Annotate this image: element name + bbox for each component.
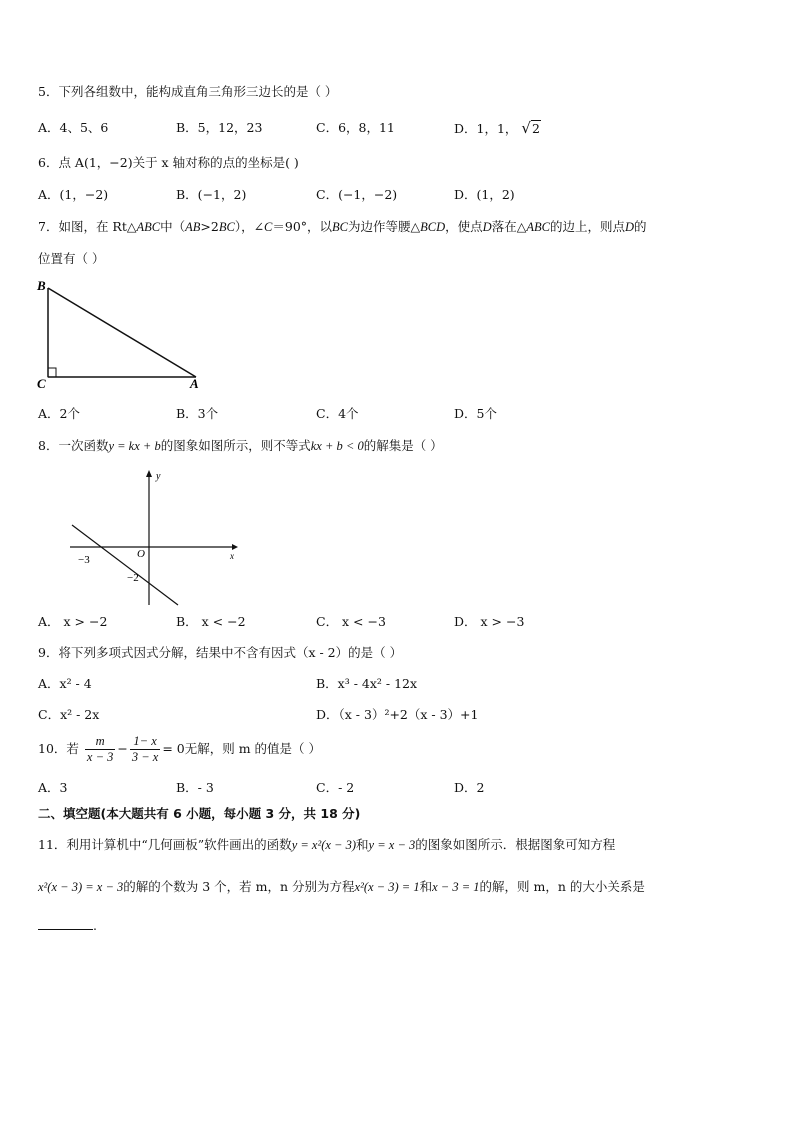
q9-option-c: C．x² - 2x — [38, 707, 100, 722]
q5-option-b: B．5，12，23 — [176, 120, 263, 135]
answer-blank[interactable] — [38, 917, 93, 930]
q11-function-2: y = x − 3 — [368, 838, 416, 852]
vertex-label-c: C — [37, 376, 46, 391]
y-axis-arrow — [146, 470, 152, 477]
q11-answer-line — [38, 917, 97, 934]
q8-graph-figure — [60, 465, 250, 610]
q7-text: 中（ — [160, 219, 186, 234]
q11-line2 — [38, 879, 645, 895]
q11-equation-1: x²(x − 3) = x − 3 — [38, 880, 124, 894]
fraction-2-denominator: 3 − x — [131, 750, 159, 764]
q7-option-a: A．2个 — [38, 406, 80, 421]
q10-option-d: D．2 — [454, 780, 485, 795]
fraction-2-numerator: 1− x — [130, 734, 160, 750]
q11-equation-3: x − 3 = 1 — [432, 880, 480, 894]
q9-option-d: D．（x - 3）²+2（x - 3）+1 — [316, 707, 479, 722]
q10-text: 10．若 — [38, 741, 79, 756]
q11-line1 — [38, 837, 615, 853]
right-angle-mark — [48, 368, 56, 377]
q11-text: 和 — [419, 879, 433, 894]
q7-option-d: D．5个 — [454, 406, 497, 421]
y-intercept-label: −2 — [127, 572, 139, 584]
q6-option-d: D．(1，2) — [454, 187, 515, 202]
q10-stem — [38, 734, 321, 765]
q7-var: BC — [332, 220, 349, 234]
q7-var: ABC — [526, 220, 550, 234]
q11-function-1: y = x²(x − 3) — [291, 838, 357, 852]
q7-text: ＝90°，以 — [272, 219, 333, 234]
fraction-2 — [130, 734, 160, 765]
q11-text: 和 — [356, 837, 369, 852]
q7-text: 的边上，则点 — [549, 219, 625, 234]
sqrt-symbol: √ — [521, 119, 531, 137]
q11-text: 的图象如图所示．根据图象可知方程 — [415, 837, 616, 852]
q8-text: 的图象如图所示，则不等式 — [160, 438, 311, 453]
q7-text: ，使点 — [445, 219, 483, 234]
q11-text: 的解的个数为 3 个，若 m，n 分别为方程 — [123, 879, 355, 894]
minus-sign: − — [117, 741, 128, 756]
x-intercept-label: −3 — [78, 554, 90, 566]
q6-option-b: B．(−1，2) — [176, 187, 247, 202]
q8-text: 的解集是（ ） — [363, 438, 443, 453]
q11-text: 11．利用计算机中“几何画板”软件画出的函数 — [38, 837, 292, 852]
q7-text: 7．如图，在 Rt△ — [38, 219, 137, 234]
q7-stem-line2: 位置有（ ） — [38, 251, 105, 266]
q7-var: D — [482, 220, 492, 234]
q7-var: BC — [218, 220, 235, 234]
side-ab — [48, 288, 196, 377]
q10-option-a: A．3 — [38, 780, 68, 795]
q8-stem — [38, 438, 443, 454]
q10-option-b: B．- 3 — [176, 780, 214, 795]
q5-stem: 5．下列各组数中，能构成直角三角形三边长的是（ ） — [38, 84, 338, 99]
q10-text: 无解，则 m 的值是（ ） — [184, 741, 322, 756]
q8-option-a: A． x > −2 — [38, 614, 108, 629]
vertex-label-b: B — [37, 278, 46, 293]
sqrt-value: 2 — [531, 121, 540, 136]
q11-equation-2: x²(x − 3) = 1 — [354, 880, 420, 894]
q8-text: 8．一次函数 — [38, 438, 109, 453]
q7-stem-line1 — [38, 219, 647, 235]
q5-option-d-text: D．1，1， — [454, 121, 518, 136]
section-2-title: 二、填空题(本大题共有 6 小题，每小题 3 分，共 18 分) — [38, 806, 361, 821]
fraction-1 — [85, 734, 115, 765]
q8-option-c: C． x < −3 — [316, 614, 386, 629]
equals-zero: = 0 — [162, 741, 185, 756]
origin-label: O — [137, 548, 145, 560]
q6-option-a: A．(1，−2) — [38, 187, 109, 202]
q7-text: >2 — [200, 219, 219, 234]
q6-option-c: C．(−1，−2) — [316, 187, 398, 202]
fraction-1-numerator: m — [85, 734, 115, 750]
q7-text: 落在△ — [491, 219, 527, 234]
q7-text: 的 — [633, 219, 647, 234]
q6-stem: 6．点 A(1，−2)关于 x 轴对称的点的坐标是( ) — [38, 155, 299, 170]
q8-function: y = kx + b — [108, 439, 161, 453]
q7-text: 为边作等腰△ — [348, 219, 421, 234]
q11-period: . — [93, 918, 97, 933]
q7-text: ），∠ — [234, 219, 265, 234]
x-axis-label: x — [230, 551, 234, 561]
q9-option-a: A．x² - 4 — [38, 676, 92, 691]
vertex-label-a: A — [190, 376, 199, 391]
x-axis-arrow — [232, 544, 238, 550]
y-axis-label: y — [156, 471, 161, 482]
q7-var: D — [624, 220, 634, 234]
q8-option-d: D． x > −3 — [454, 614, 525, 629]
q5-option-a: A．4、5、6 — [38, 120, 109, 135]
q7-option-c: C．4个 — [316, 406, 359, 421]
q7-triangle-figure — [30, 278, 210, 393]
q8-option-b: B． x < −2 — [176, 614, 246, 629]
q10-option-c: C．- 2 — [316, 780, 355, 795]
q7-var: ABC — [136, 220, 161, 234]
q9-option-b: B．x³ - 4x² - 12x — [316, 676, 418, 691]
q7-option-b: B．3个 — [176, 406, 219, 421]
q7-var: C — [264, 220, 273, 234]
q5-option-c: C．6，8，11 — [316, 120, 395, 135]
q9-stem: 9．将下列多项式因式分解，结果中不含有因式（x - 2）的是（ ） — [38, 645, 403, 660]
fraction-1-denominator: x − 3 — [86, 750, 114, 764]
q7-var: BCD — [420, 220, 446, 234]
q5-option-d — [454, 120, 541, 137]
q8-inequality: kx + b < 0 — [310, 439, 364, 453]
q7-var: AB — [185, 220, 201, 234]
q11-text: 的解，则 m，n 的大小关系是 — [479, 879, 645, 894]
